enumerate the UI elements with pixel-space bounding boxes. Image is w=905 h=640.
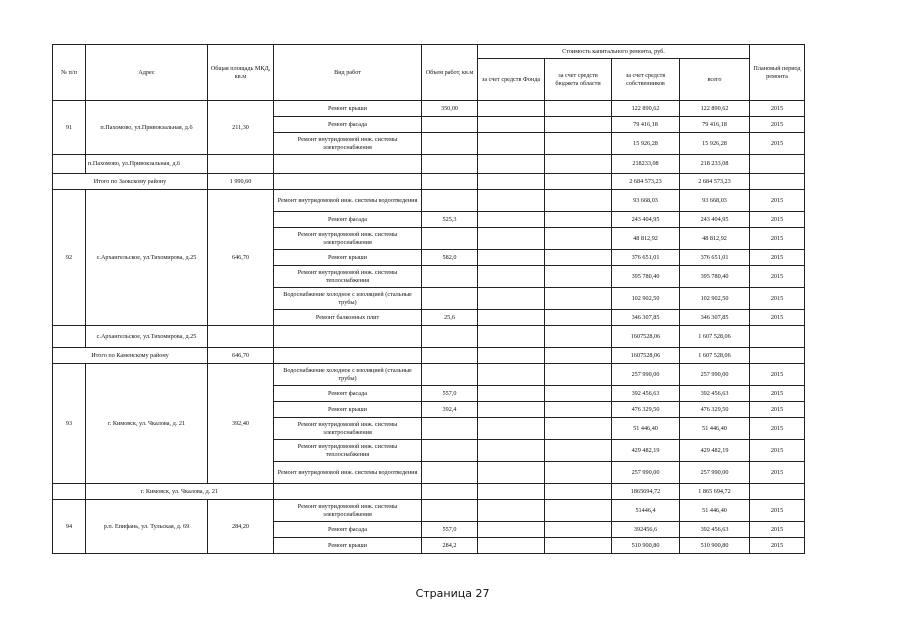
district-label: Итого по Каменскому району xyxy=(53,348,208,364)
table-row xyxy=(53,101,805,117)
work-type: Ремонт крыши xyxy=(274,101,422,117)
cost-owners: 429 482,19 xyxy=(612,440,680,462)
cost-owners: 243 404,95 xyxy=(612,212,680,228)
cost-owners: 51 446,40 xyxy=(612,418,680,440)
row-area: 392,40 xyxy=(208,364,274,484)
cost-owners: 15 926,28 xyxy=(612,133,680,155)
header-num: № п/п xyxy=(53,45,86,101)
work-volume: 525,3 xyxy=(422,212,478,228)
table-row xyxy=(53,500,805,522)
work-volume: 25,6 xyxy=(422,310,478,326)
period: 2015 xyxy=(750,538,805,554)
subtotal-row xyxy=(53,155,805,174)
cost-owners: 392 456,63 xyxy=(612,386,680,402)
period: 2015 xyxy=(750,500,805,522)
cost-owners: 346 307,85 xyxy=(612,310,680,326)
cost-owners: 102 902,50 xyxy=(612,288,680,310)
work-volume xyxy=(422,440,478,462)
row-num: 91 xyxy=(53,101,86,155)
district-total: 1 607 528,06 xyxy=(680,348,750,364)
subtotal-owners: 218233,08 xyxy=(612,155,680,174)
header-total: всего xyxy=(680,59,750,101)
work-volume: 557,0 xyxy=(422,386,478,402)
work-volume xyxy=(422,228,478,250)
header-fund: за счет средств Фонда xyxy=(478,59,545,101)
table-row xyxy=(53,364,805,386)
cost-owners: 392456,6 xyxy=(612,522,680,538)
cost-owners: 79 416,18 xyxy=(612,117,680,133)
row-address: г. Кимовск, ул. Чкалова, д. 21 xyxy=(86,364,208,484)
cost-total: 79 416,18 xyxy=(680,117,750,133)
header-area: Общая площадь МКД, кв.м xyxy=(208,45,274,101)
row-num: 94 xyxy=(53,500,86,554)
period: 2015 xyxy=(750,402,805,418)
cost-owners: 257 990,00 xyxy=(612,462,680,484)
work-volume: 350,00 xyxy=(422,101,478,117)
work-volume: 284,2 xyxy=(422,538,478,554)
cost-total: 93 668,03 xyxy=(680,190,750,212)
subtotal-row xyxy=(53,326,805,348)
work-volume xyxy=(422,117,478,133)
subtotal-label: с.Архангельское, ул.Тихомирова, д.25 xyxy=(86,326,208,348)
work-volume xyxy=(422,266,478,288)
work-type: Ремонт фасада xyxy=(274,212,422,228)
period: 2015 xyxy=(750,418,805,440)
header-address: Адрес xyxy=(86,45,208,101)
row-area: 211,30 xyxy=(208,101,274,155)
work-type: Ремонт внутридомовой инж. системы электроснабжения xyxy=(274,500,422,522)
period: 2015 xyxy=(750,190,805,212)
row-num: 93 xyxy=(53,364,86,484)
district-total-row xyxy=(53,174,805,190)
period: 2015 xyxy=(750,101,805,117)
subtotal-owners: 1865694,72 xyxy=(612,484,680,500)
period: 2015 xyxy=(750,117,805,133)
cost-owners: 51446,4 xyxy=(612,500,680,522)
cost-total: 102 902,50 xyxy=(680,288,750,310)
district-total: 2 684 573,23 xyxy=(680,174,750,190)
period: 2015 xyxy=(750,364,805,386)
cost-owners: 48 812,92 xyxy=(612,228,680,250)
cost-total: 476 329,50 xyxy=(680,402,750,418)
district-area: 646,70 xyxy=(208,348,274,364)
work-volume xyxy=(422,190,478,212)
work-type: Ремонт внутридомовой инж. системы электроснабжения xyxy=(274,228,422,250)
cost-total: 429 482,19 xyxy=(680,440,750,462)
work-type: Ремонт фасада xyxy=(274,117,422,133)
cost-total: 392 456,63 xyxy=(680,522,750,538)
cost-total: 15 926,28 xyxy=(680,133,750,155)
work-volume xyxy=(422,133,478,155)
district-total-row xyxy=(53,348,805,364)
cost-total: 122 890,62 xyxy=(680,101,750,117)
work-volume xyxy=(422,500,478,522)
cost-total: 395 780,40 xyxy=(680,266,750,288)
work-type: Ремонт внутридомовой инж. системы электроснабжения xyxy=(274,418,422,440)
header-period: Плановый период ремонта xyxy=(750,45,805,101)
cost-owners: 257 990,00 xyxy=(612,364,680,386)
period: 2015 xyxy=(750,386,805,402)
subtotal-total: 1 607 528,06 xyxy=(680,326,750,348)
subtotal-total: 1 865 694,72 xyxy=(680,484,750,500)
header-work: Вид работ xyxy=(274,45,422,101)
header-region: за счет средств бюджета области xyxy=(545,59,612,101)
work-volume xyxy=(422,288,478,310)
work-type: Ремонт фасада xyxy=(274,386,422,402)
work-type: Ремонт внутридомовой инж. системы теплоснабжения xyxy=(274,440,422,462)
subtotal-label: г. Кимовск, ул. Чкалова, д. 21 xyxy=(86,484,274,500)
cost-total: 48 812,92 xyxy=(680,228,750,250)
row-address: с.Архангельское, ул.Тихомирова, д.25 xyxy=(86,190,208,326)
district-label: Итого по Заокскому району xyxy=(53,174,208,190)
work-type: Водоснабжение холодное с изоляцией (стальные трубы) xyxy=(274,364,422,386)
row-area: 646,70 xyxy=(208,190,274,326)
work-type: Ремонт внутридомовой инж. системы водоотведения xyxy=(274,462,422,484)
work-volume: 392,4 xyxy=(422,402,478,418)
period: 2015 xyxy=(750,212,805,228)
repair-schedule-table xyxy=(52,44,805,554)
district-area: 1 990,60 xyxy=(208,174,274,190)
cost-owners: 122 890,62 xyxy=(612,101,680,117)
page-number: Страница 27 xyxy=(415,587,490,600)
subtotal-owners: 1607528,06 xyxy=(612,326,680,348)
row-address: п.Пахомово, ул.Привокзальная, д.6 xyxy=(86,101,208,155)
work-type: Ремонт фасада xyxy=(274,522,422,538)
period: 2015 xyxy=(750,310,805,326)
work-volume: 557,0 xyxy=(422,522,478,538)
cost-total: 243 404,95 xyxy=(680,212,750,228)
header-owners: за счет средств собственников xyxy=(612,59,680,101)
period: 2015 xyxy=(750,462,805,484)
cost-owners: 93 668,03 xyxy=(612,190,680,212)
cost-total: 51 446,40 xyxy=(680,500,750,522)
row-area: 284,20 xyxy=(208,500,274,554)
work-type: Ремонт крыши xyxy=(274,538,422,554)
work-volume xyxy=(422,418,478,440)
period: 2015 xyxy=(750,133,805,155)
cost-total: 510 900,80 xyxy=(680,538,750,554)
subtotal-row xyxy=(53,484,805,500)
period: 2015 xyxy=(750,522,805,538)
subtotal-total: 218 233,08 xyxy=(680,155,750,174)
work-type: Ремонт крыши xyxy=(274,402,422,418)
table-row xyxy=(53,190,805,212)
work-type: Ремонт внутридомовой инж. системы электроснабжения xyxy=(274,133,422,155)
header-volume: Объем работ, кв.м xyxy=(422,45,478,101)
period: 2015 xyxy=(750,250,805,266)
work-volume xyxy=(422,462,478,484)
header-cost-group: Стоимость капитального ремонта, руб. xyxy=(478,45,750,59)
district-owners: 2 684 573,23 xyxy=(612,174,680,190)
cost-owners: 376 651,01 xyxy=(612,250,680,266)
district-owners: 1607528,06 xyxy=(612,348,680,364)
cost-total: 376 651,01 xyxy=(680,250,750,266)
cost-owners: 476 329,50 xyxy=(612,402,680,418)
work-type: Ремонт крыши xyxy=(274,250,422,266)
period: 2015 xyxy=(750,266,805,288)
cost-total: 257 990,00 xyxy=(680,462,750,484)
row-num: 92 xyxy=(53,190,86,326)
cost-owners: 510 900,80 xyxy=(612,538,680,554)
work-type: Водоснабжение холодное с изоляцией (стальные трубы) xyxy=(274,288,422,310)
cost-total: 392 456,63 xyxy=(680,386,750,402)
period: 2015 xyxy=(750,228,805,250)
row-address: р.п. Епифань, ул. Тульская, д. 69 xyxy=(86,500,208,554)
cost-total: 257 990,00 xyxy=(680,364,750,386)
period: 2015 xyxy=(750,288,805,310)
subtotal-label: п.Пахомово, ул.Привокзальная, д.6 xyxy=(86,155,208,174)
work-type: Ремонт балконных плит xyxy=(274,310,422,326)
work-volume: 582,0 xyxy=(422,250,478,266)
cost-total: 346 307,85 xyxy=(680,310,750,326)
cost-total: 51 446,40 xyxy=(680,418,750,440)
work-volume xyxy=(422,364,478,386)
period: 2015 xyxy=(750,440,805,462)
work-type: Ремонт внутридомовой инж. системы водоотведения xyxy=(274,190,422,212)
cost-owners: 395 780,40 xyxy=(612,266,680,288)
work-type: Ремонт внутридомовой инж. системы теплоснабжения xyxy=(274,266,422,288)
